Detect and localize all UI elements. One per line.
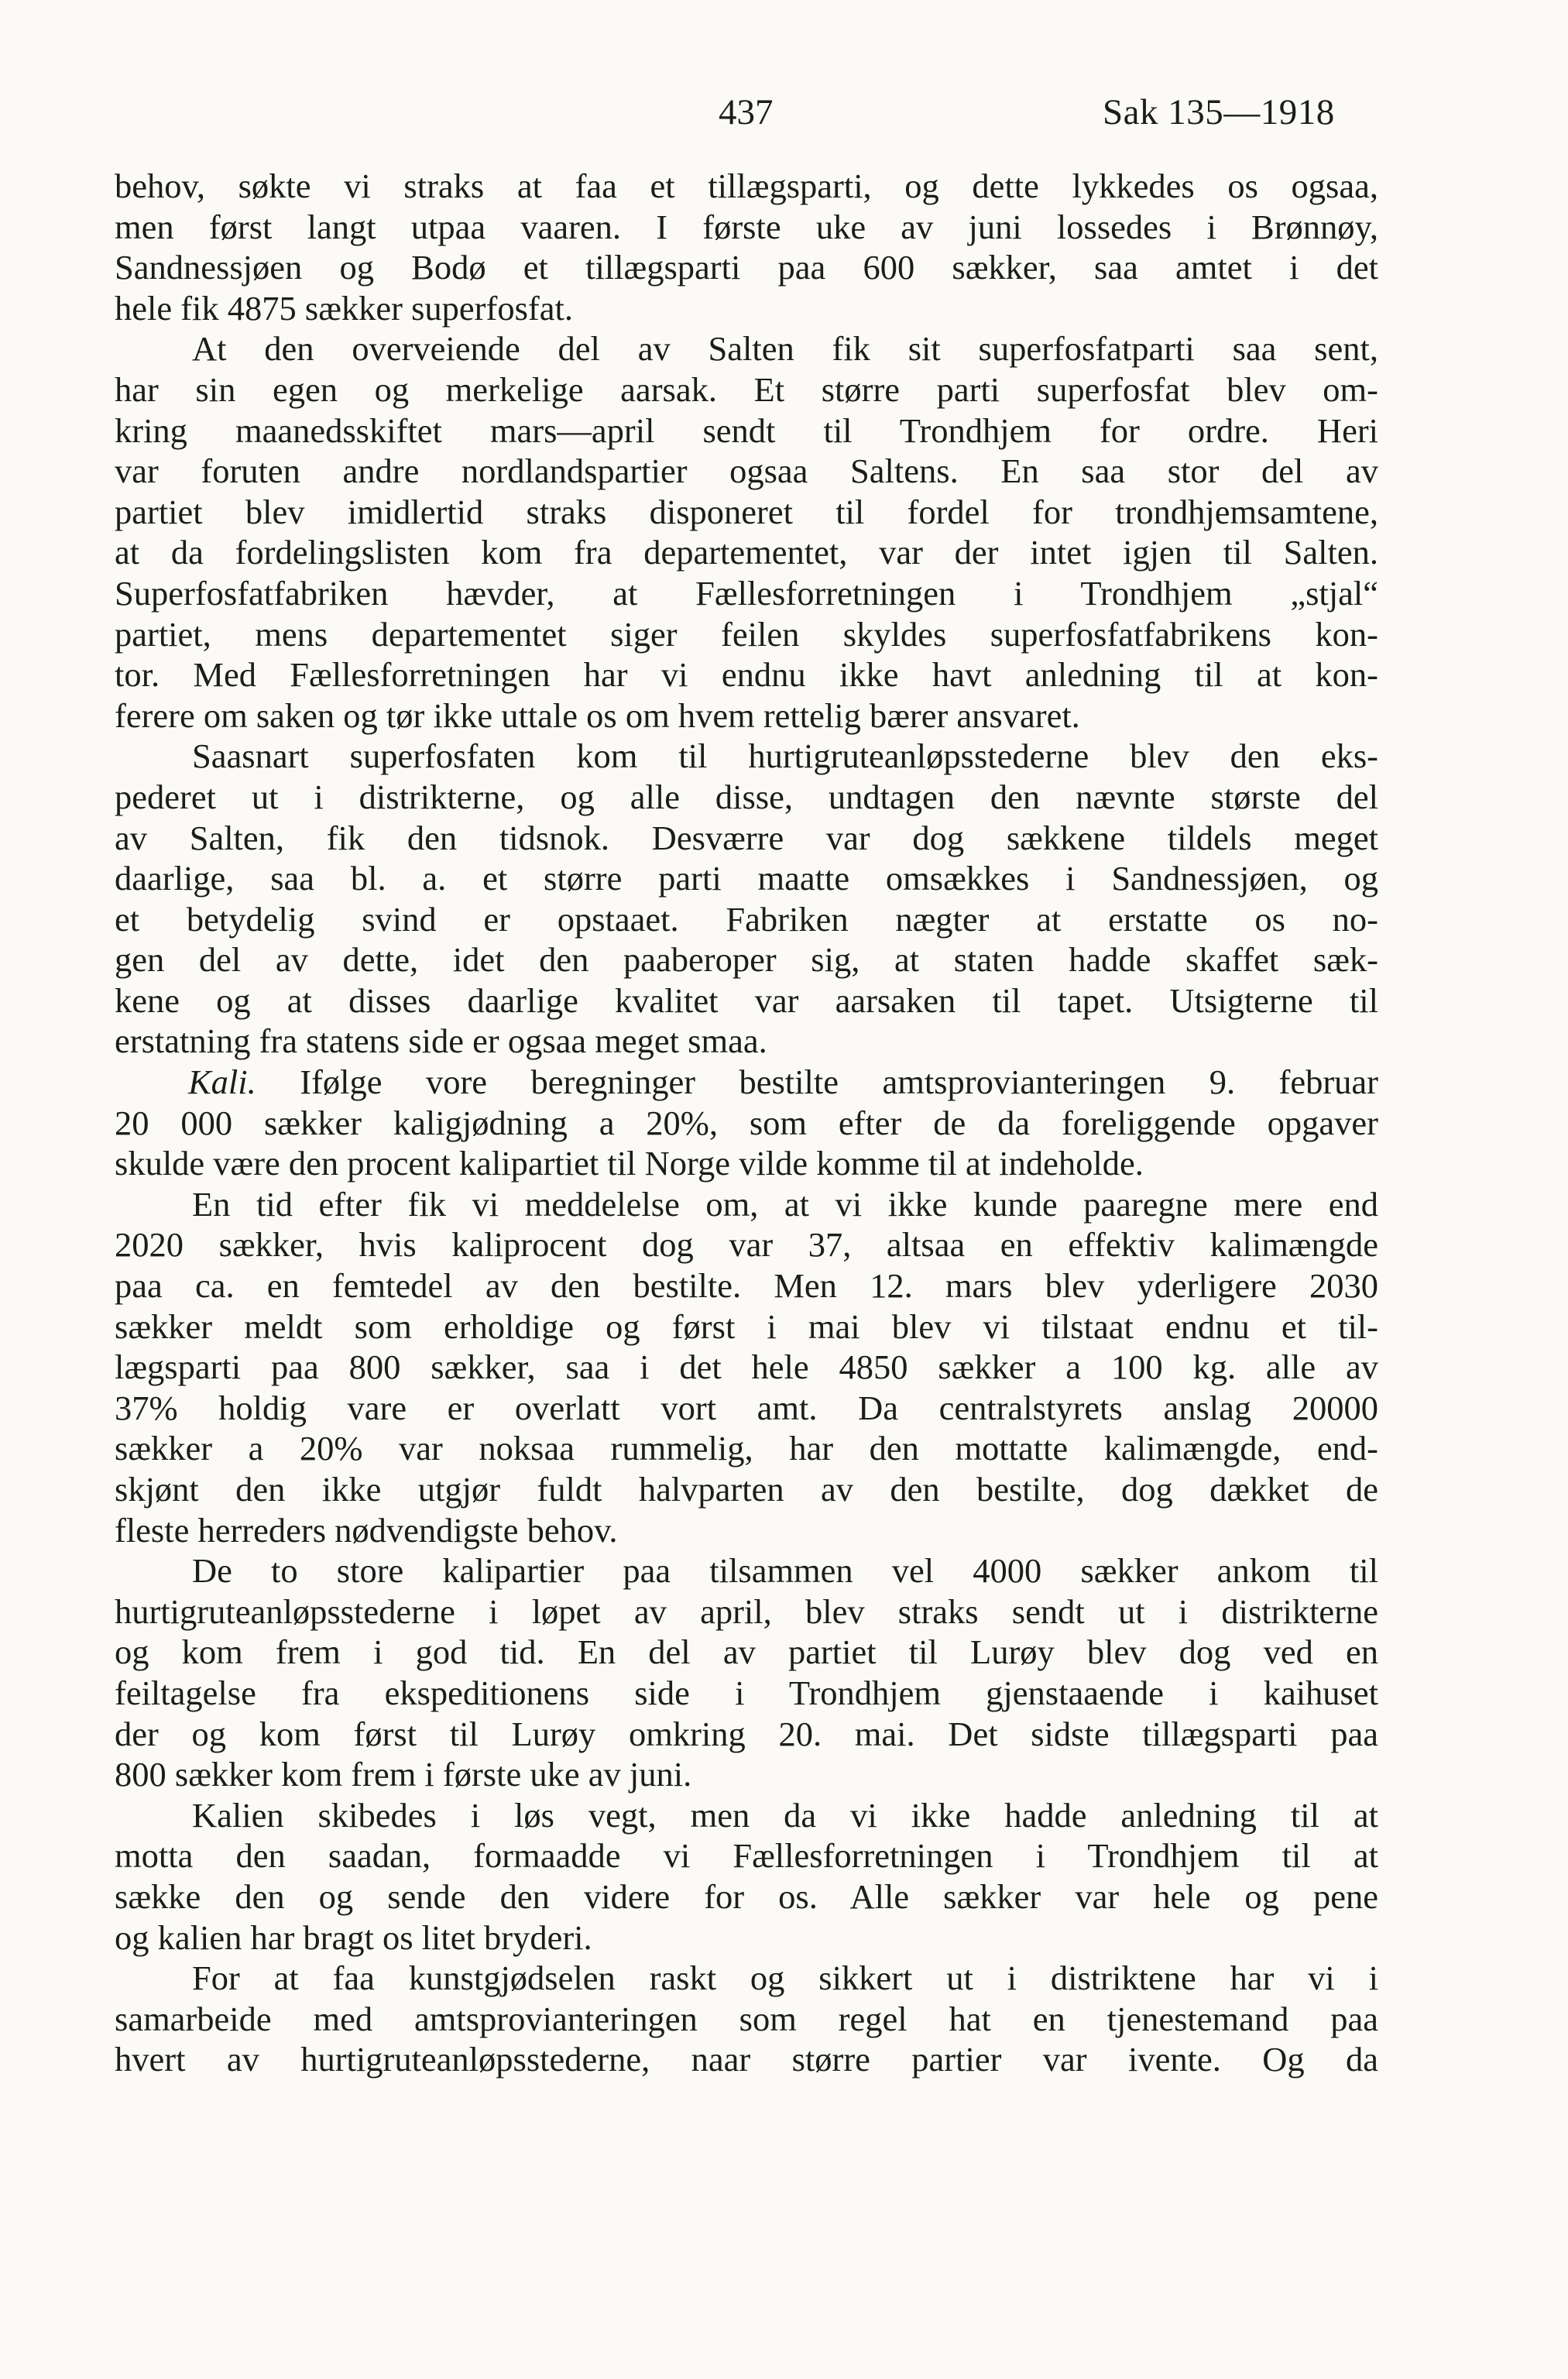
paragraph <box>115 1550 1378 1795</box>
line-text: erstatning fra statens side er ogsaa meget smaa. <box>115 1021 767 1061</box>
line-text: tor. Med Fællesforretningen har vi endnu ikke havt anledning til at kon- <box>115 655 1378 695</box>
line-text: hurtigruteanløpsstederne i løpet av april, blev straks sendt ut i distrikterne <box>115 1591 1378 1631</box>
line-text: at da fordelingslisten kom fra departementet, var der intet igjen til Salten. <box>115 533 1378 572</box>
text-line <box>115 1265 1378 1306</box>
text-line <box>115 1306 1378 1347</box>
line-text: 20 000 sækker kaligjødning a 20%, som efter de da foreliggende opgaver <box>115 1103 1378 1142</box>
line-text: En tid efter fik vi meddelelse om, at vi ikke kunde paaregne mere end <box>192 1184 1378 1224</box>
text-line <box>115 1999 1378 2040</box>
line-text: 800 sækker kom frem i første uke av juni. <box>115 1755 692 1794</box>
paragraph <box>115 736 1378 1062</box>
text-line <box>115 1469 1378 1510</box>
text-line <box>115 777 1378 818</box>
case-reference: Sak 135—1918 <box>1103 92 1335 132</box>
text-line <box>115 492 1378 533</box>
text-line <box>115 1835 1378 1876</box>
line-text: ferere om saken og tør ikke uttale os om hvem rettelig bærer ansvaret. <box>115 695 1080 735</box>
line-text: kring maanedsskiftet mars—april sendt til Trondhjem for ordre. Heri <box>115 410 1378 450</box>
line-text: der og kom først til Lurøy omkring 20. mai. Det sidste tillægsparti paa <box>115 1714 1378 1753</box>
text-line <box>115 247 1378 288</box>
line-text: partiet, mens departementet siger feilen skyldes superfosfatfabrikens kon- <box>115 614 1378 654</box>
text-line <box>115 1184 1378 1225</box>
text-line <box>115 1754 1378 1795</box>
text-line <box>115 654 1378 695</box>
text-line <box>115 980 1378 1021</box>
page-header <box>0 91 1568 146</box>
text-line <box>115 1591 1378 1632</box>
paragraph <box>115 1184 1378 1550</box>
line-text: De to store kalipartier paa tilsammen vel 4000 sækker ankom til <box>192 1551 1378 1591</box>
text-line <box>115 1224 1378 1265</box>
text-line <box>115 695 1378 736</box>
line-text: hele fik 4875 sækker superfosfat. <box>115 288 573 328</box>
line-text: daarlige, saa bl. a. et større parti maatte omsækkes i Sandnessjøen, og <box>115 859 1378 898</box>
text-line <box>115 532 1378 573</box>
line-text: skulde være den procent kalipartiet til Norge vilde komme til at indeholde. <box>115 1144 1144 1183</box>
line-text: feiltagelse fra ekspeditionens side i Trondhjem gjenstaaende i kaihuset <box>115 1673 1378 1712</box>
text-line <box>115 858 1378 899</box>
line-text: har sin egen og merkelige aarsak. Et større parti superfosfat blev om- <box>115 369 1378 409</box>
paragraph <box>115 166 1378 328</box>
line-text: og kom frem i god tid. En del av partiet til Lurøy blev dog ved en <box>115 1632 1378 1672</box>
text-line <box>115 166 1378 207</box>
text-line <box>115 736 1378 777</box>
line-text: pederet ut i distrikterne, og alle disse, undtagen den nævnte største del <box>115 777 1378 816</box>
text-line <box>115 1510 1378 1551</box>
line-text: sækker a 20% var noksaa rummelig, har den mottatte kalimængde, end- <box>115 1429 1378 1468</box>
text-line <box>115 1550 1378 1591</box>
line-text: motta den saadan, formaadde vi Fællesforretningen i Trondhjem til at <box>115 1836 1378 1876</box>
line-text: lægsparti paa 800 sækker, saa i det hele 4850 sækker a 100 kg. alle av <box>115 1347 1378 1387</box>
line-text: et betydelig svind er opstaaet. Fabriken nægter at erstatte os no- <box>115 899 1378 939</box>
line-text: fleste herreders nødvendigste behov. <box>115 1510 618 1550</box>
text-line <box>115 1632 1378 1673</box>
line-text: av Salten, fik den tidsnok. Desværre var dog sækkene tildels meget <box>115 818 1378 857</box>
page-number: 437 <box>719 92 774 132</box>
line-text: 2020 sækker, hvis kaliprocent dog var 37, altsaa en effektiv kalimængde <box>115 1225 1378 1265</box>
line-text: For at faa kunstgjødselen raskt og sikkert ut i distriktene har vi i <box>192 1958 1378 1998</box>
line-text: og kalien har bragt os litet bryderi. <box>115 1917 592 1957</box>
text-line <box>115 1021 1378 1062</box>
line-text: Superfosfatfabriken hævder, at Fællesforretningen i Trondhjem „stjal“ <box>115 573 1378 613</box>
line-text: paa ca. en femtedel av den bestilte. Men 12. mars blev yderligere 2030 <box>115 1266 1378 1306</box>
text-line <box>115 1673 1378 1714</box>
text-line <box>115 328 1378 369</box>
paragraph <box>115 1958 1378 2080</box>
line-text: Saasnart superfosfaten kom til hurtigruteanløpsstederne blev den eks- <box>192 736 1378 776</box>
text-line <box>115 1388 1378 1429</box>
text-line <box>115 1428 1378 1469</box>
body-text <box>115 166 1378 2080</box>
text-line <box>115 1795 1378 1836</box>
text-line <box>115 369 1378 410</box>
text-line <box>115 1347 1378 1388</box>
text-line <box>115 1103 1378 1144</box>
text-line <box>115 207 1378 248</box>
text-line <box>115 451 1378 492</box>
line-text: kene og at disses daarlige kvalitet var aarsaken til tapet. Utsigterne til <box>115 980 1378 1020</box>
text-line <box>115 288 1378 329</box>
line-text: behov, søkte vi straks at faa et tillægsparti, og dette lykkedes os ogsaa, <box>115 166 1378 205</box>
line-text: Sandnessjøen og Bodø et tillægsparti paa 600 sækker, saa amtet i det <box>115 248 1378 287</box>
line-text: var foruten andre nordlandspartier ogsaa Saltens. En saa stor del av <box>115 451 1378 491</box>
text-line <box>115 410 1378 451</box>
line-text: men først langt utpaa vaaren. I første uke av juni lossedes i Brønnøy, <box>115 207 1378 246</box>
line-text: At den overveiende del av Salten fik sit superfosfatparti saa sent, <box>192 329 1378 369</box>
line-text: sække den og sende den videre for os. Alle sækker var hele og pene <box>115 1876 1378 1916</box>
line-text: hvert av hurtigruteanløpsstederne, naar større partier var ivente. Og da <box>115 2040 1378 2079</box>
line-text: samarbeide med amtsprovianteringen som regel hat en tjenestemand paa <box>115 1999 1378 2038</box>
paragraph <box>115 1795 1378 1958</box>
text-line <box>115 1917 1378 1958</box>
text-line <box>115 899 1378 940</box>
text-line <box>115 614 1378 655</box>
line-text: gen del av dette, idet den paaberoper sig, at staten hadde skaffet sæk- <box>115 940 1378 980</box>
paragraph <box>115 328 1378 736</box>
line-text: sækker meldt som erholdige og først i mai blev vi tilstaat endnu et til- <box>115 1306 1378 1346</box>
text-line <box>115 818 1378 859</box>
text-line <box>115 1062 1378 1103</box>
line-text: Ifølge vore beregninger bestilte amtsprovianteringen 9. februar <box>256 1062 1378 1102</box>
line-text: partiet blev imidlertid straks disponeret til fordel for trondhjemsamtene, <box>115 492 1378 531</box>
section-heading: Kali. <box>188 1062 256 1102</box>
text-line <box>115 1143 1378 1184</box>
line-text: Kalien skibedes i løs vegt, men da vi ikke hadde anledning til at <box>192 1795 1378 1835</box>
line-text: 37% holdig vare er overlatt vort amt. Da centralstyrets anslag 20000 <box>115 1388 1378 1427</box>
text-line <box>115 1714 1378 1755</box>
text-line <box>115 939 1378 980</box>
paragraph <box>115 1062 1378 1184</box>
text-line <box>115 573 1378 614</box>
text-line <box>115 1876 1378 1917</box>
line-text: skjønt den ikke utgjør fuldt halvparten av den bestilte, dog dækket de <box>115 1470 1378 1509</box>
text-line <box>115 2039 1378 2080</box>
text-line <box>115 1958 1378 1999</box>
